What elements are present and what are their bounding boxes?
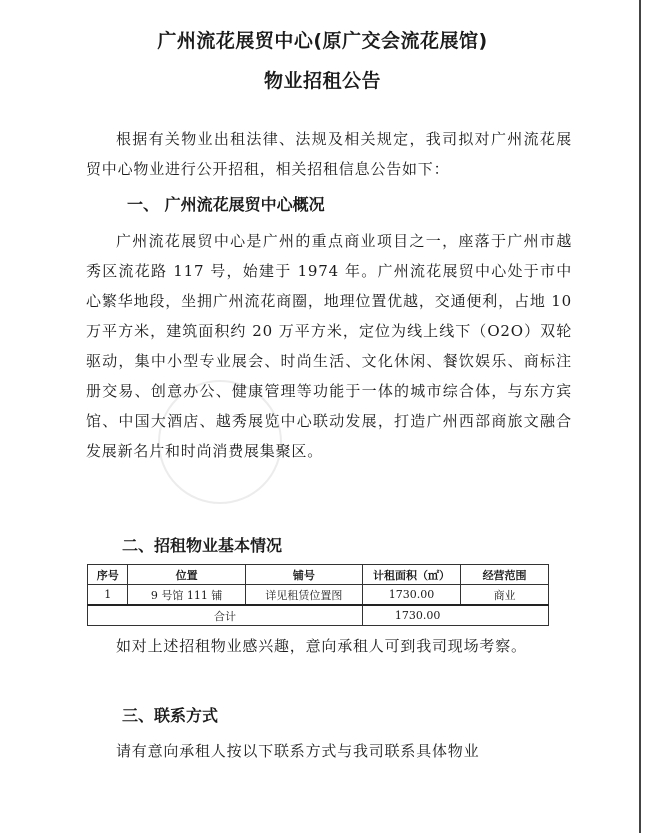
section3-heading: 三、联系方式 [122,706,219,725]
document-title: 广州流花展贸中心(原广交会流花展馆) [157,30,488,52]
total-value: 1730.00 [362,605,548,626]
table-header-row [88,565,549,585]
page-edge-line [639,0,641,833]
section3-paragraph: 请有意向承租人按以下联系方式与我司联系具体物业 [116,742,480,760]
col-header-business-scope: 经营范围 [461,565,549,585]
col-header-shop-no: 铺号 [245,565,362,585]
cell-business-scope: 商业 [461,585,549,606]
cell-area: 1730.00 [362,585,460,606]
section2-note: 如对上述招租物业感兴趣，意向承租人可到我司现场考察。 [116,637,527,655]
cell-location: 9 号馆 111 铺 [128,585,245,606]
intro-paragraph: 根据有关物业出租法律、法规及相关规定，我司拟对广州流花展贸中心物业进行公开招租，相关招租信息公告如下： [86,130,572,178]
total-label: 合计 [88,605,363,626]
table-total-row [88,605,549,626]
document-subtitle: 物业招租公告 [263,70,381,92]
section1-heading: 一、 广州流花展贸中心概况 [127,195,325,214]
col-header-location: 位置 [128,565,245,585]
property-table [87,564,549,626]
cell-shop-no: 详见租赁位置图 [245,585,362,606]
table-row [88,585,549,606]
cell-index: 1 [88,585,128,606]
col-header-index: 序号 [88,565,128,585]
section1-paragraph: 广州流花展贸中心是广州的重点商业项目之一，座落于广州市越秀区流花路 117 号，始建于 1974 年。广州流花展贸中心处于市中心繁华地段，坐拥广州流花商圈，地理位置优越，交通便利，占地 10 万平方米，建筑面积约 20 万平方米，定位为线上线下（O2O）双轮驱动，集中小型专业展会、时尚生活、文化休闲、餐饮娱乐、商标注册交易、创意办公、健康管理等功能于一体的城市综合体，与东方宾馆、中国大酒店、越秀展览中心联动发展，打造广州西部商旅文融合发展新名片和时尚消费展集聚区。 [86,232,572,460]
col-header-area: 计租面积（㎡） [362,565,460,585]
section2-heading: 二、招租物业基本情况 [122,536,283,555]
